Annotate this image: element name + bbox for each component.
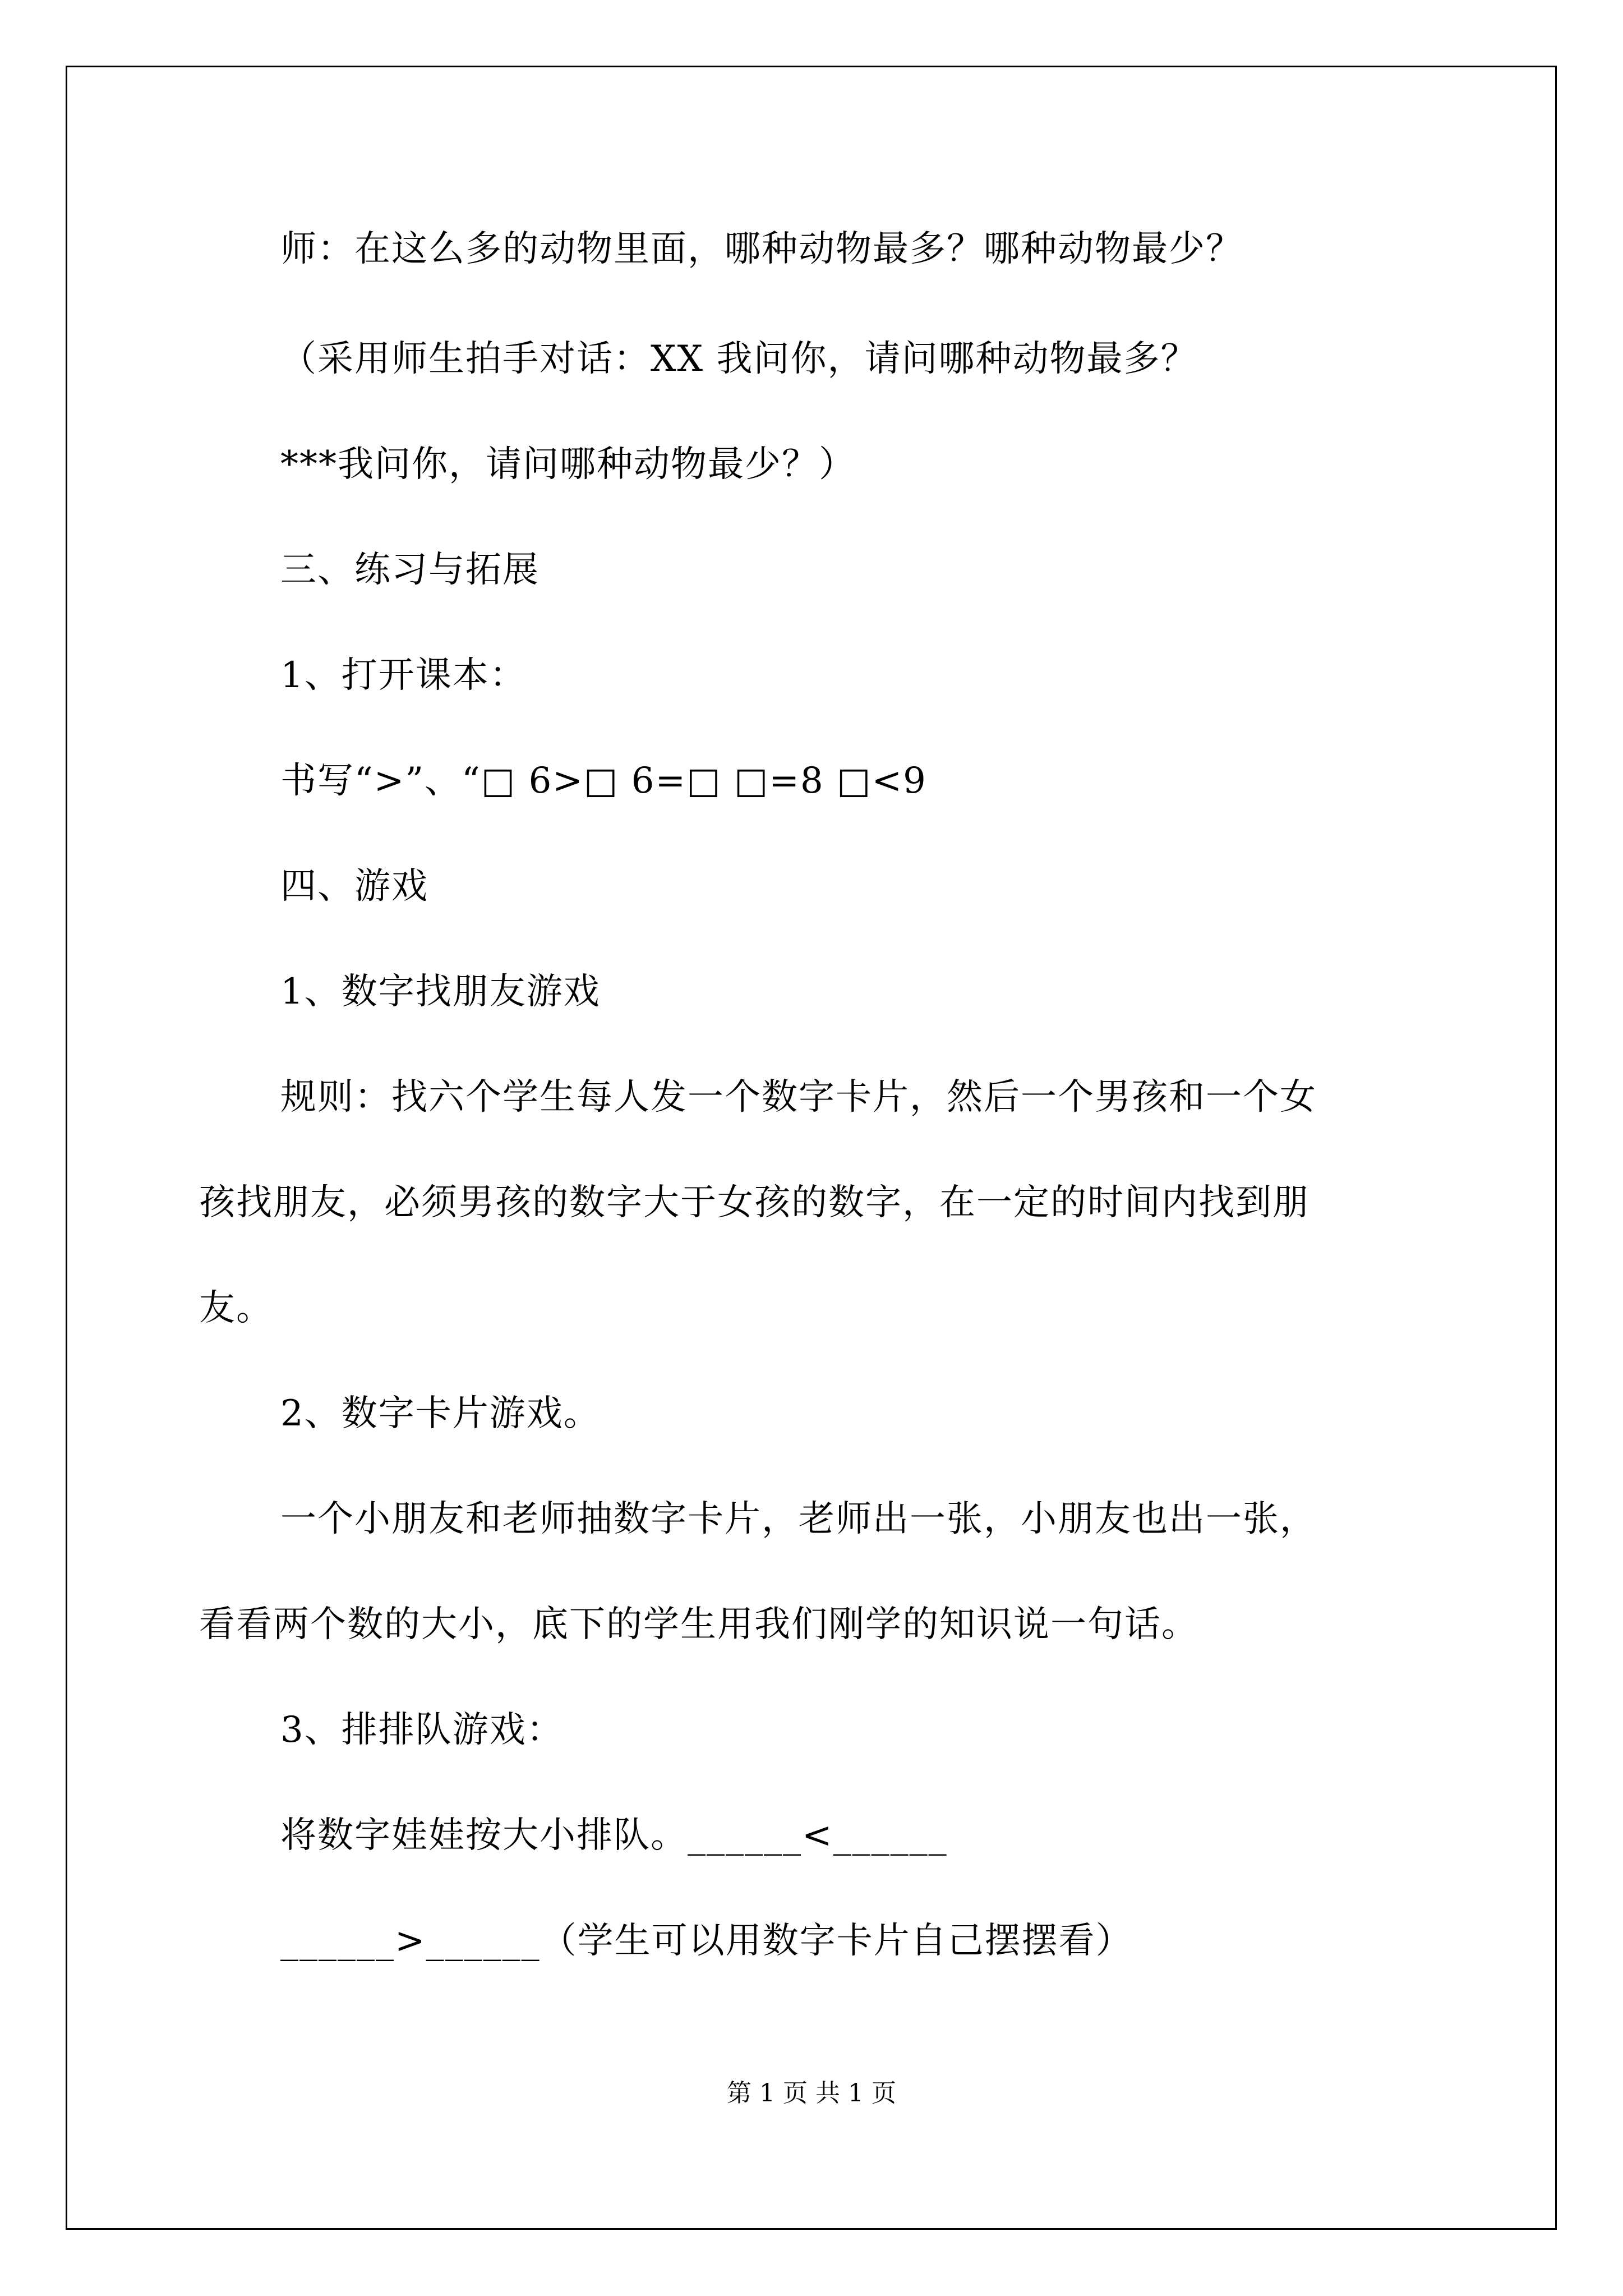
section-heading: 四、游戏 [280,866,428,907]
section-heading: 三、练习与拓展 [280,549,540,591]
paragraph-line: 看看两个数的大小，底下的学生用我们刚学的知识说一句话。 [199,1604,1198,1645]
paragraph-line: （采用师生拍手对话：XX 我问你，请问哪种动物最多？ [280,338,1198,380]
paragraph-line: 规则：找六个学生每人发一个数字卡片，然后一个男孩和一个女 [280,1076,1317,1118]
paragraph-line: 一个小朋友和老师抽数字卡片，老师出一张，小朋友也出一张， [280,1498,1317,1540]
list-item: 1、数字找朋友游戏 [280,971,601,1013]
paragraph-line: 书写“>”、“□ 6>□ 6=□ □=8 □<9 [280,760,927,802]
paragraph-line: 师：在这么多的动物里面，哪种动物最多？哪种动物最少？ [280,228,1243,270]
page-border [66,66,1557,2230]
paragraph-line: ***我问你，请问哪种动物最少？） [280,444,856,485]
list-item: 1、打开课本： [280,655,527,696]
paragraph-line: 孩找朋友，必须男孩的数字大于女孩的数字，在一定的时间内找到朋 [199,1182,1310,1223]
list-item: 2、数字卡片游戏。 [280,1393,601,1434]
list-item: 3、排排队游戏： [280,1709,564,1751]
paragraph-line: 友。 [199,1287,273,1329]
page-footer: 第 1 页 共 1 页 [727,2079,896,2108]
paragraph-line: 将数字娃娃按大小排队。______<______ [280,1815,948,1856]
paragraph-line: ______>______（学生可以用数字卡片自己摆摆看） [280,1920,1133,1962]
